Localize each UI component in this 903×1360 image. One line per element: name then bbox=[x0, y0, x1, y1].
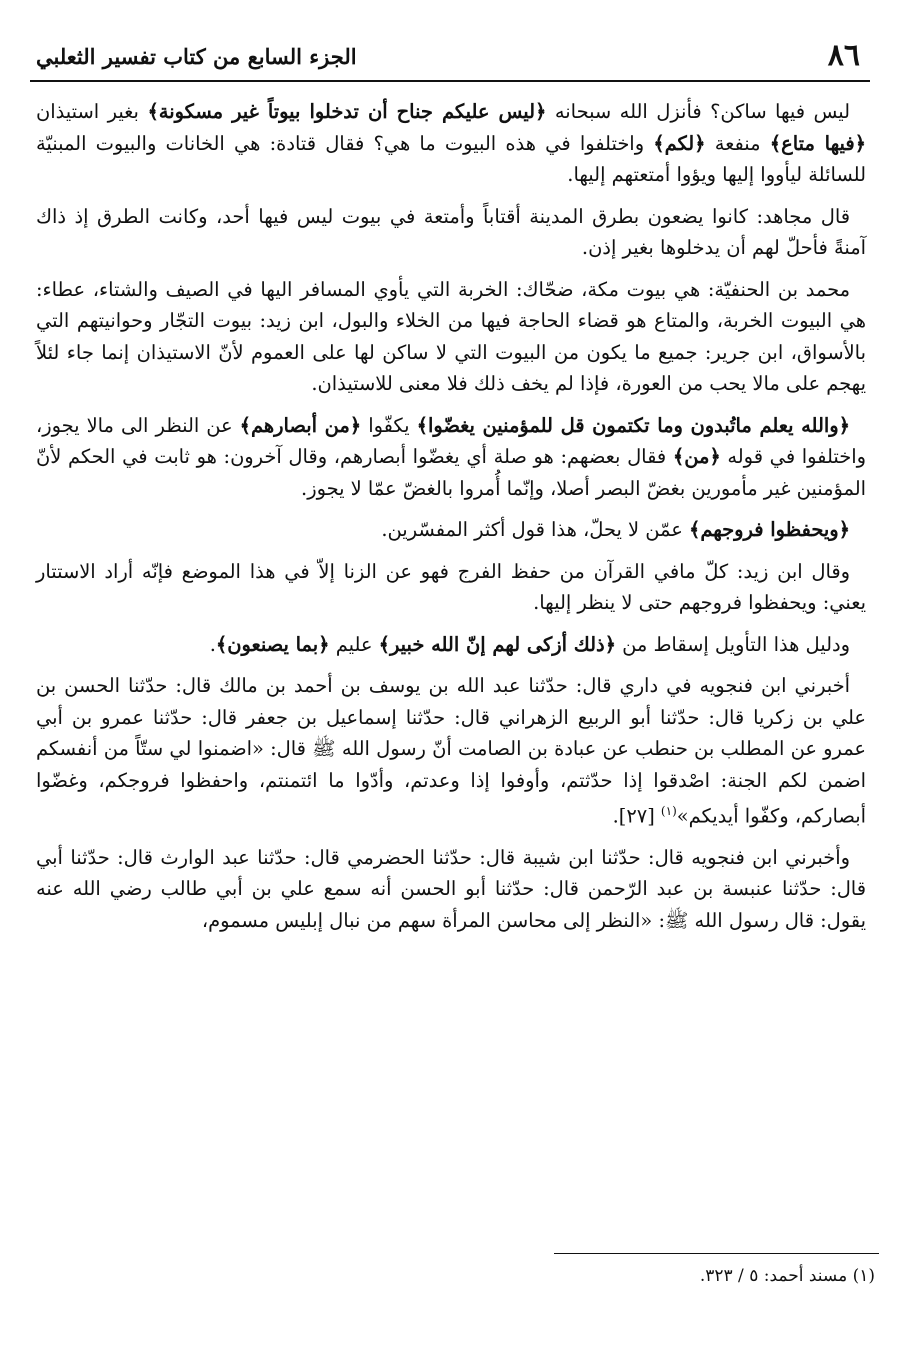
text-run: ليس فيها ساكن؟ فأنزل الله سبحانه bbox=[546, 100, 850, 123]
quran-quote: ﴿لكم﴾ bbox=[653, 131, 706, 155]
page-number: ٨٦ bbox=[827, 38, 860, 73]
text-run: أخبرني ابن فنجويه في داري قال: حدّثنا عبد الله بن يوسف بن أحمد بن مالك قال: حدّثنا الحسن بن علي بن زكريا قال: حدّثنا أبو الربيع الزهراني قال: حدّثنا إسماعيل بن جعفر قال: حدّثنا عمرو بن أبي عمرو عن المطلب بن حنطب عن عبادة بن الصامت أنّ رسول الله ﷺ قال: «اضمنوا لي ستّاً من أنفسكم اضمن لكم الجنة: اصْدقوا إذا حدّثتم، وأوفوا إذا وعدتم، وأدّوا ما ائتمنتم، واحفظوا فروجكم، وغضّوا أبصاركم، وكفّوا أيديكم» bbox=[36, 674, 866, 828]
paragraph bbox=[36, 842, 866, 937]
quran-quote: ﴿بما يصنعون﴾ bbox=[215, 632, 330, 656]
quran-quote: ﴿فيها متاع﴾ bbox=[769, 131, 866, 155]
paragraph bbox=[36, 556, 866, 619]
paragraph bbox=[36, 274, 866, 400]
text-run: عمّن لا يحلّ، هذا قول أكثر المفسّرين. bbox=[381, 518, 689, 541]
text-run: فقال بعضهم: هو صلة أي يغضّوا أبصارهم، وقال آخرون: هو ثابت في الحكم لأنّ المؤمنين غير مأمورين بغضّ البصر أصلا، وإنّما أُمروا بالغضّ عمّا لا يجوز. bbox=[36, 445, 866, 500]
paragraph bbox=[36, 96, 866, 191]
text-run: يكفّوا bbox=[361, 413, 417, 437]
text-run: عن النظر الى مالا يجوز، واختلفوا في قوله bbox=[36, 413, 866, 468]
text-run: عليم bbox=[329, 632, 379, 656]
quran-quote: ﴿ليس عليكم جناح أن تدخلوا بيوتاً غير مسكونة﴾ bbox=[147, 100, 547, 123]
text-run: منفعة bbox=[705, 131, 770, 155]
text-run: وأخبرني ابن فنجويه قال: حدّثنا ابن شيبة قال: حدّثنا الحضرمي قال: حدّثنا عبد الوارث قال: حدّثنا أبي قال: حدّثنا عنبسة بن عبد الرّحمن قال: حدّثنا أبو الحسن أنه سمع علي بن أبي طالب رضي الله عنه يقول: قال رسول الله ﷺ: «النظر إلى محاسن المرأة سهم من نبال إبليس مسموم، bbox=[36, 845, 866, 932]
footnote-rule bbox=[554, 1253, 879, 1254]
quran-quote: ﴿من﴾ bbox=[672, 445, 721, 468]
paragraph bbox=[36, 514, 866, 546]
text-run: قال مجاهد: كانوا يضعون بطرق المدينة أقتاباً وأمتعة في بيوت ليس فيها أحد، وكانت الطرق إذ ذاك آمنةً فأحلّ لهم أن يدخلوها بغير إذن. bbox=[36, 204, 866, 259]
paragraph bbox=[36, 670, 866, 832]
text-run: بغير استيذان bbox=[36, 100, 148, 123]
main-text bbox=[36, 96, 866, 946]
quran-quote: ﴿والله يعلم ماتُبدون وما تكتمون قل للمؤمنين يغضّوا﴾ bbox=[416, 413, 850, 437]
page-header bbox=[30, 32, 870, 84]
footnote: (١) مسند أحمد: ٥ / ٣٢٣. bbox=[699, 1266, 875, 1286]
running-title: الجزء السابع من كتاب تفسير الثعلبي bbox=[36, 44, 357, 69]
paragraph bbox=[36, 410, 866, 505]
quran-quote: ﴿ويحفظوا فروجهم﴾ bbox=[688, 518, 850, 541]
quran-quote: ﴿ذلك أزكى لهم إنّ الله خبير﴾ bbox=[378, 632, 616, 656]
footnote-marker: (١) bbox=[660, 804, 677, 818]
text-run: [٢٧]. bbox=[612, 804, 661, 828]
text-run: وقال ابن زيد: كلّ مافي القرآن من حفظ الفرج فهو عن الزنا إلاّ في هذا الموضع فإنّه أراد الاستتار يعني: ويحفظوا فروجهم حتى لا ينظر إليها. bbox=[36, 559, 866, 614]
paragraph bbox=[36, 201, 866, 264]
header-rule bbox=[30, 80, 870, 82]
text-run: . bbox=[209, 632, 216, 656]
text-run: واختلفوا في هذه البيوت ما هي؟ فقال قتادة: هي الخانات والبيوت المبنيّة للسائلة ليأووا إليها ويؤوا أمتعتهم إليها. bbox=[36, 131, 866, 186]
text-run: ودليل هذا التأويل إسقاط من bbox=[616, 632, 850, 656]
quran-quote: ﴿من أبصارهم﴾ bbox=[239, 413, 362, 437]
text-run: محمد بن الحنفيّة: هي بيوت مكة، ضحّاك: الخربة التي يأوي المسافر اليها في الصيف والشتاء، عطاء: هي البيوت الخربة، والمتاع هو قضاء الحاجة فيها من الخلاء والبول، ابن زيد: بيوت التجّار وحوانيتهم التي بالأسواق، ابن جرير: جميع ما يكون من البيوت التي لا ساكن لها على العموم لأنّ الاستيذان إنما جاء لئلاً يهجم على مالا يحب من العورة، فإذا لم يخف ذلك فلا معنى للاستيذان. bbox=[36, 277, 866, 395]
paragraph bbox=[36, 629, 866, 661]
